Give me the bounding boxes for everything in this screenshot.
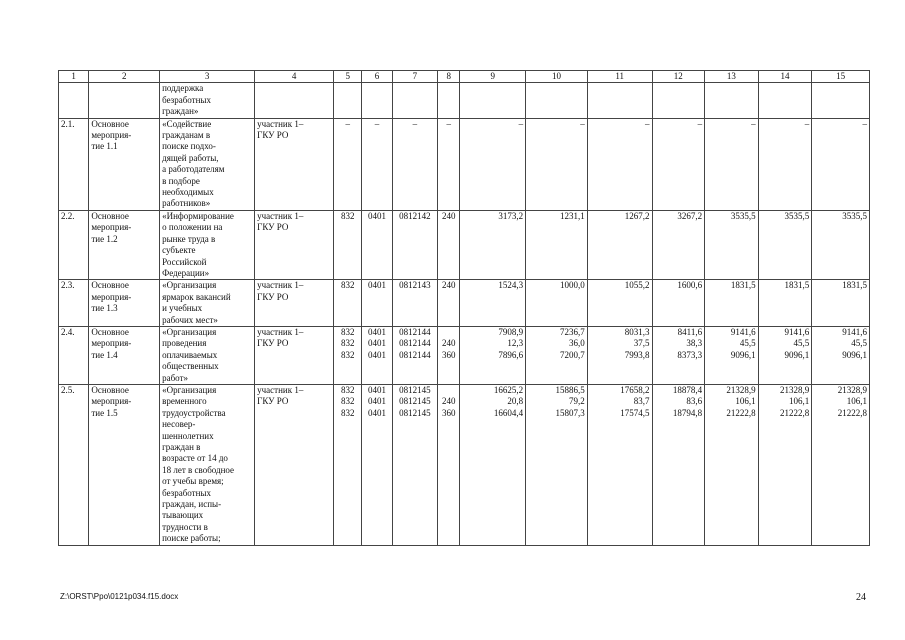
col-14-cell: 1831,5 <box>758 280 812 327</box>
activity-name-cell: «Информирование о положении на рынке труда в субъекте Российской Федерации» <box>160 210 255 279</box>
budget-table <box>58 70 870 546</box>
col-11-cell: 1267,2 <box>587 210 652 279</box>
col-9-cell: 3173,2 <box>460 210 526 279</box>
col-6-cell: 0401 0401 0401 <box>362 326 392 384</box>
col-5-cell: 832 <box>334 210 362 279</box>
executor-cell <box>255 83 334 118</box>
table-row <box>59 118 870 210</box>
activity-type-cell: Основное мероприя- тие 1.1 <box>89 118 160 210</box>
col-14-cell <box>758 83 812 118</box>
col-8-cell: – <box>438 118 460 210</box>
header-cell: 8 <box>438 71 460 83</box>
col-12-cell: 18878,4 83,6 18794,8 <box>652 384 705 545</box>
table-row <box>59 210 870 279</box>
col-11-cell: 1055,2 <box>587 280 652 327</box>
col-11-cell: 8031,3 37,5 7993,8 <box>587 326 652 384</box>
col-7-cell: 0812145 0812145 0812145 <box>392 384 438 545</box>
col-6-cell: 0401 <box>362 280 392 327</box>
col-11-cell <box>587 83 652 118</box>
table-row <box>59 280 870 327</box>
col-5-cell <box>334 83 362 118</box>
col-6-cell: 0401 <box>362 210 392 279</box>
header-cell: 15 <box>812 71 870 83</box>
table-row <box>59 83 870 118</box>
header-cell: 4 <box>255 71 334 83</box>
header-cell: 14 <box>758 71 812 83</box>
col-7-cell: 0812144 0812144 0812144 <box>392 326 438 384</box>
col-14-cell: 3535,5 <box>758 210 812 279</box>
col-7-cell <box>392 83 438 118</box>
header-cell: 9 <box>460 71 526 83</box>
col-13-cell: – <box>705 118 759 210</box>
col-6-cell: 0401 0401 0401 <box>362 384 392 545</box>
activity-name-cell: «Содействие гражданам в поиске подхо- дящей работы, а работодателям в подборе необходимых работников» <box>160 118 255 210</box>
executor-cell: участник 1– ГКУ РО <box>255 118 334 210</box>
col-15-cell: 9141,6 45,5 9096,1 <box>812 326 870 384</box>
header-cell: 1 <box>59 71 89 83</box>
executor-cell: участник 1– ГКУ РО <box>255 210 334 279</box>
col-8-cell: 240 360 <box>438 326 460 384</box>
col-9-cell: 1524,3 <box>460 280 526 327</box>
col-10-cell: 1231,1 <box>526 210 588 279</box>
col-13-cell: 1831,5 <box>705 280 759 327</box>
page-number: 24 <box>856 592 866 603</box>
header-cell: 2 <box>89 71 160 83</box>
col-12-cell: 8411,6 38,3 8373,3 <box>652 326 705 384</box>
table-row <box>59 326 870 384</box>
col-11-cell: – <box>587 118 652 210</box>
activity-name-cell: «Организация временного трудоустройства несовер- шеннолетних граждан в возрасте от 14 до 18 лет в свободное от учебы время; безработных граждан, испы- тывающих трудности в поиске работы; <box>160 384 255 545</box>
activity-type-cell: Основное мероприя- тие 1.4 <box>89 326 160 384</box>
col-7-cell: 0812143 <box>392 280 438 327</box>
col-8-cell: 240 360 <box>438 384 460 545</box>
activity-name-cell: поддержка безработных граждан» <box>160 83 255 118</box>
header-cell: 3 <box>160 71 255 83</box>
col-13-cell <box>705 83 759 118</box>
col-5-cell: 832 832 832 <box>334 384 362 545</box>
col-12-cell: – <box>652 118 705 210</box>
file-path: Z:\ORST\Ppo\0121p034.f15.docx <box>60 592 179 601</box>
col-10-cell: 1000,0 <box>526 280 588 327</box>
col-10-cell: – <box>526 118 588 210</box>
col-15-cell <box>812 83 870 118</box>
row-number-cell <box>59 83 89 118</box>
col-6-cell <box>362 83 392 118</box>
header-cell: 13 <box>705 71 759 83</box>
activity-type-cell: Основное мероприя- тие 1.2 <box>89 210 160 279</box>
activity-type-cell <box>89 83 160 118</box>
executor-cell: участник 1– ГКУ РО <box>255 280 334 327</box>
header-cell: 10 <box>526 71 588 83</box>
table-body <box>59 83 870 545</box>
col-15-cell: 21328,9 106,1 21222,8 <box>812 384 870 545</box>
col-5-cell: – <box>334 118 362 210</box>
col-8-cell: 240 <box>438 210 460 279</box>
col-5-cell: 832 <box>334 280 362 327</box>
col-15-cell: 1831,5 <box>812 280 870 327</box>
col-7-cell: – <box>392 118 438 210</box>
col-14-cell: 21328,9 106,1 21222,8 <box>758 384 812 545</box>
col-12-cell: 1600,6 <box>652 280 705 327</box>
header-cell: 7 <box>392 71 438 83</box>
col-14-cell: – <box>758 118 812 210</box>
row-number-cell: 2.1. <box>59 118 89 210</box>
col-15-cell: – <box>812 118 870 210</box>
header-cell: 6 <box>362 71 392 83</box>
col-9-cell: 7908,9 12,3 7896,6 <box>460 326 526 384</box>
activity-name-cell: «Организация ярмарок вакансий и учебных рабочих мест» <box>160 280 255 327</box>
col-9-cell: – <box>460 118 526 210</box>
col-13-cell: 3535,5 <box>705 210 759 279</box>
activity-type-cell: Основное мероприя- тие 1.5 <box>89 384 160 545</box>
col-7-cell: 0812142 <box>392 210 438 279</box>
col-14-cell: 9141,6 45,5 9096,1 <box>758 326 812 384</box>
activity-name-cell: «Организация проведения оплачиваемых общественных работ» <box>160 326 255 384</box>
table-header-row <box>59 71 870 83</box>
header-cell: 12 <box>652 71 705 83</box>
col-15-cell: 3535,5 <box>812 210 870 279</box>
col-13-cell: 9141,6 45,5 9096,1 <box>705 326 759 384</box>
col-12-cell: 3267,2 <box>652 210 705 279</box>
executor-cell: участник 1– ГКУ РО <box>255 384 334 545</box>
col-10-cell: 7236,7 36,0 7200,7 <box>526 326 588 384</box>
col-11-cell: 17658,2 83,7 17574,5 <box>587 384 652 545</box>
col-10-cell <box>526 83 588 118</box>
activity-type-cell: Основное мероприя- тие 1.3 <box>89 280 160 327</box>
col-9-cell <box>460 83 526 118</box>
col-8-cell: 240 <box>438 280 460 327</box>
col-9-cell: 16625,2 20,8 16604,4 <box>460 384 526 545</box>
header-cell: 11 <box>587 71 652 83</box>
row-number-cell: 2.3. <box>59 280 89 327</box>
executor-cell: участник 1– ГКУ РО <box>255 326 334 384</box>
col-5-cell: 832 832 832 <box>334 326 362 384</box>
header-cell: 5 <box>334 71 362 83</box>
col-12-cell <box>652 83 705 118</box>
col-6-cell: – <box>362 118 392 210</box>
row-number-cell: 2.2. <box>59 210 89 279</box>
col-10-cell: 15886,5 79,2 15807,3 <box>526 384 588 545</box>
col-8-cell <box>438 83 460 118</box>
row-number-cell: 2.4. <box>59 326 89 384</box>
table-row <box>59 384 870 545</box>
col-13-cell: 21328,9 106,1 21222,8 <box>705 384 759 545</box>
row-number-cell: 2.5. <box>59 384 89 545</box>
